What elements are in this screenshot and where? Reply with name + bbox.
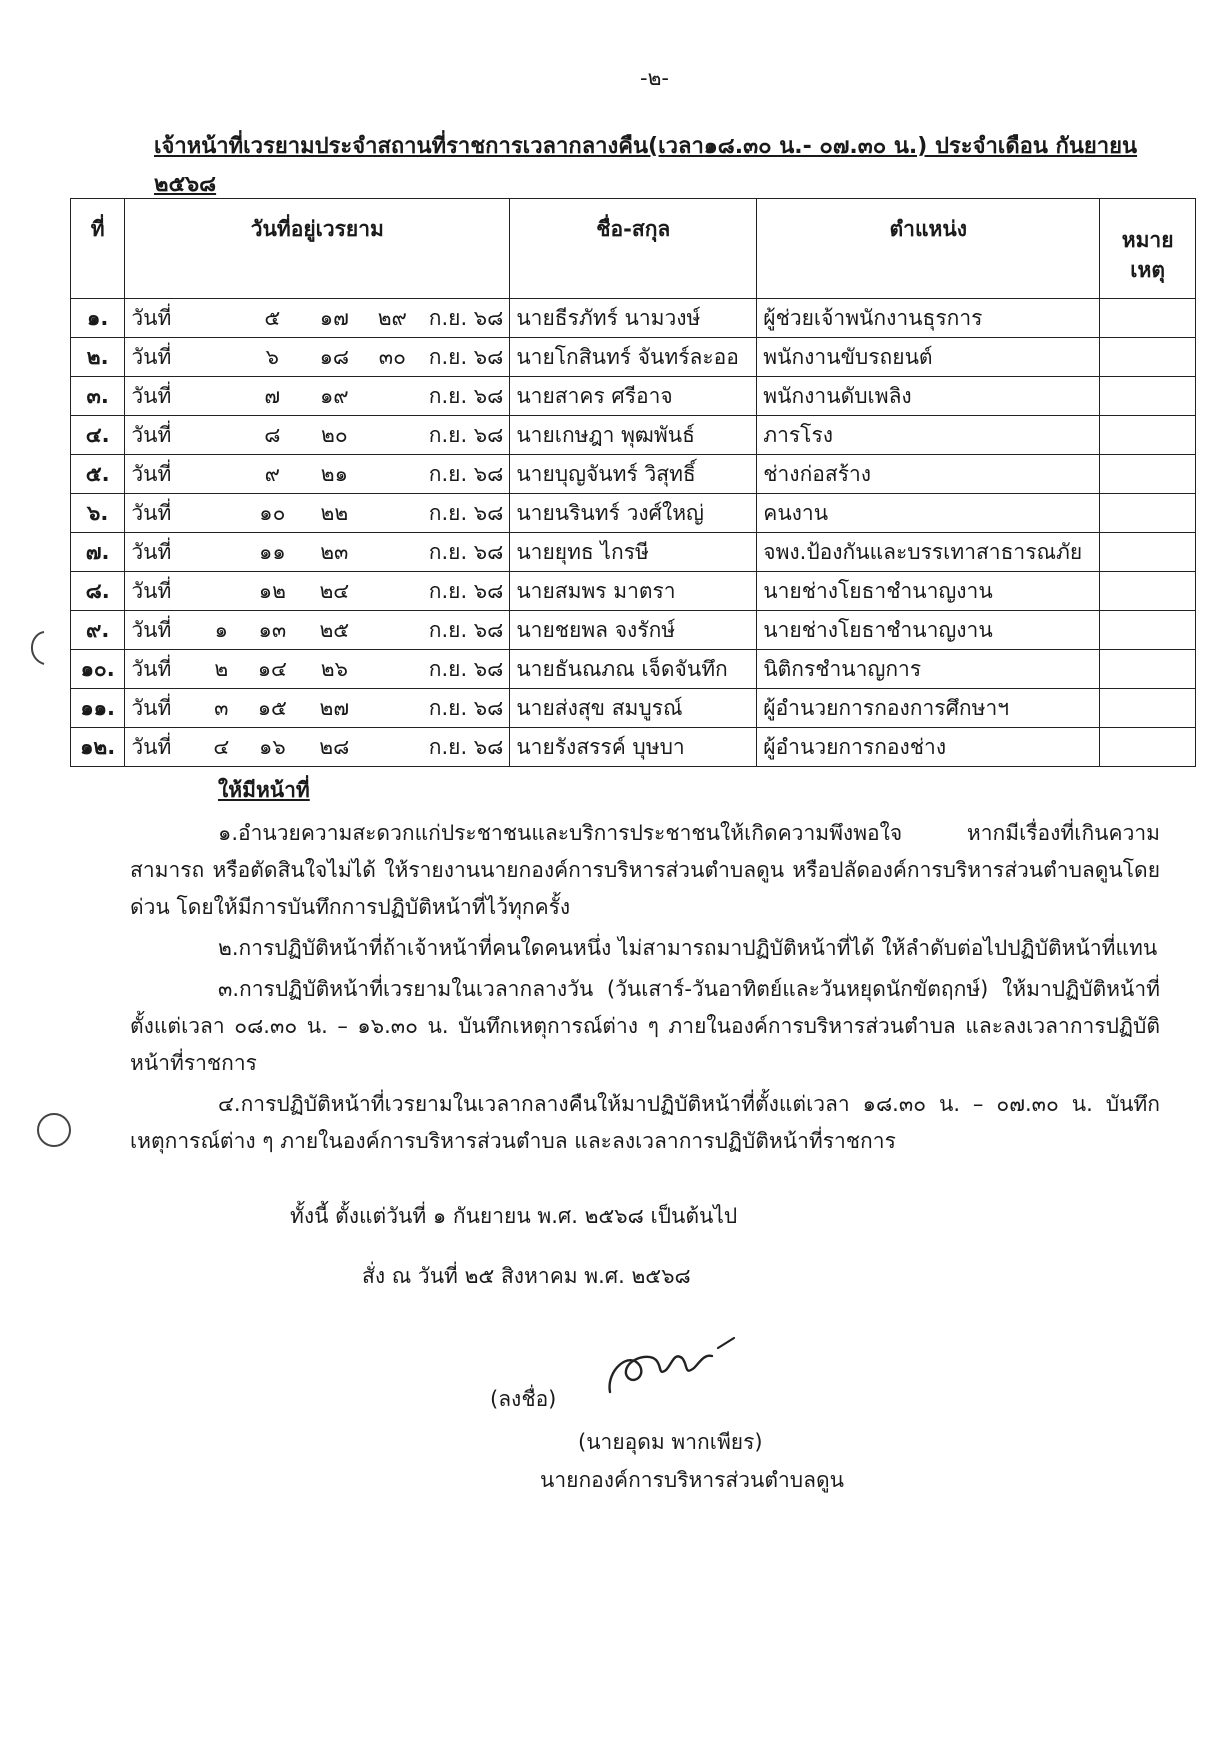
date-1: ๓ [214,695,229,720]
date-month: ก.ย. ๖๘ [428,734,504,759]
date-3: ๑๙ [319,383,349,408]
duty-dates-cell [125,416,510,455]
staff-name: นายสมพร มาตรา [510,572,757,611]
staff-name: นายโกสินทร์ จันทร์ละออ [510,338,757,377]
row-remark [1100,299,1196,338]
date-3: ๑๗ [319,305,349,330]
row-remark [1100,572,1196,611]
staff-position: จพง.ป้องกันและบรรเทาสาธารณภัย [757,533,1100,572]
date-1: ๒ [214,656,229,681]
duty-dates-cell [125,377,510,416]
row-number: ๗. [71,533,125,572]
duty-dates-cell [125,494,510,533]
staff-name: นายส่งสุข สมบูรณ์ [510,689,757,728]
duty-dates-cell [125,533,510,572]
date-1: ๔ [213,734,230,759]
date-3: ๒๗ [319,695,350,720]
date-month: ก.ย. ๖๘ [428,461,504,486]
date-2: ๑๕ [257,695,287,720]
date-word: วันที่ [131,500,172,525]
header-dates: วันที่อยู่เวรยาม [125,199,510,299]
table-row [71,494,1196,533]
header-remark [1100,199,1196,299]
date-word: วันที่ [131,656,172,681]
table-header-row [71,199,1196,299]
row-remark [1100,455,1196,494]
date-month: ก.ย. ๖๘ [428,344,504,369]
row-number: ๑๐. [71,650,125,689]
date-3: ๒๑ [320,461,348,486]
date-3: ๒๖ [320,656,348,681]
punch-hole-mark-lower [34,1110,74,1150]
row-remark [1100,416,1196,455]
staff-name: นายเกษฎา พุฒพันธ์ [510,416,757,455]
staff-name: นายธันณภณ เจ็ดจันทึก [510,650,757,689]
heading-text: เจ้าหน้าที่เวรยามประจำสถานที่ราชการเวลากลางคืน(เวลา๑๘.๓๐ น.- ๐๗.๓๐ น.) ประจำเดือน กันยายน ๒๕๖๘ [154,134,1138,197]
header-no: ที่ [71,199,125,299]
table-row [71,689,1196,728]
date-3: ๒๘ [319,734,350,759]
date-month: ก.ย. ๖๘ [428,422,504,447]
duty-dates-cell [125,572,510,611]
row-remark [1100,689,1196,728]
row-number: ๕. [71,455,125,494]
date-2: ๑๒ [258,578,286,603]
duty-dates-cell [125,299,510,338]
date-word: วันที่ [131,422,172,447]
row-remark [1100,533,1196,572]
row-remark [1100,494,1196,533]
staff-position: พนักงานดับเพลิง [757,377,1100,416]
duties-title: ให้มีหน้าที่ [218,778,310,802]
date-2: ๗ [264,383,281,408]
duty-item-1: ๑.อำนวยความสะดวกแก่ประชาชนและบริการประชาชนให้เกิดความพึงพอใจ หากมีเรื่องที่เกินความสามารถ หรือตัดสินใจไม่ได้ ให้รายงานนายกองค์การบริหารส่วนตำบลดูน หรือปลัดองค์การบริหารส่วนตำบลดูนโดยด่วน โดยให้มีการบันทึกการปฏิบัติหน้าที่ไว้ทุกครั้ง [130,821,1160,919]
duty-dates-cell [125,455,510,494]
row-remark [1100,650,1196,689]
staff-position: คนงาน [757,494,1100,533]
duty-dates-cell [125,650,510,689]
table-body [71,299,1196,767]
table-row [71,533,1196,572]
date-month: ก.ย. ๖๘ [428,500,504,525]
duty-item-2: ๒.การปฏิบัติหน้าที่ถ้าเจ้าหน้าที่คนใดคนหนึ่ง ไม่สามารถมาปฏิบัติหน้าที่ได้ ให้ลำดับต่อไปปฏิบัติหน้าที่แทน [218,936,1158,960]
date-month: ก.ย. ๖๘ [428,617,504,642]
row-remark [1100,611,1196,650]
duty-dates-cell [125,611,510,650]
row-remark [1100,338,1196,377]
date-month: ก.ย. ๖๘ [428,695,504,720]
staff-position: ผู้อำนวยการกองช่าง [757,728,1100,767]
staff-position: นิติกรชำนาญการ [757,650,1100,689]
table-row [71,338,1196,377]
date-3: ๒๓ [320,539,349,564]
date-1: ๑ [214,617,228,642]
date-month: ก.ย. ๖๘ [428,578,504,603]
row-remark [1100,377,1196,416]
duty-item-3: ๓.การปฏิบัติหน้าที่เวรยามในเวลากลางวัน (วันเสาร์-วันอาทิตย์และวันหยุดนักขัตฤกษ์) ให้มาปฏิบัติหน้าที่ตั้งแต่เวลา ๐๘.๓๐ น. – ๑๖.๓๐ น. บันทึกเหตุการณ์ต่าง ๆ ภายในองค์การบริหารส่วนตำบล และลงเวลาการปฏิบัติหน้าที่ราชการ [130,977,1160,1075]
date-3: ๒๔ [319,578,350,603]
date-2: ๕ [264,305,281,330]
date-word: วันที่ [131,578,172,603]
date-3: ๒๐ [320,422,348,447]
staff-name: นายบุญจันทร์ วิสุทธิ์ [510,455,757,494]
date-month: ก.ย. ๖๘ [428,656,504,681]
row-number: ๑๒. [71,728,125,767]
table-row [71,377,1196,416]
staff-name: นายยุทธ ไกรษี [510,533,757,572]
staff-name: นายชยพล จงรักษ์ [510,611,757,650]
staff-position: นายช่างโยธาชำนาญงาน [757,572,1100,611]
row-number: ๙. [71,611,125,650]
table-row [71,572,1196,611]
date-word: วันที่ [131,539,172,564]
duty-dates-cell [125,728,510,767]
duty-dates-cell [125,338,510,377]
table-row [71,650,1196,689]
table-row [71,728,1196,767]
date-4: ๒๙ [377,305,407,330]
row-number: ๓. [71,377,125,416]
date-2: ๑๐ [259,500,286,525]
duty-dates-cell [125,689,510,728]
date-2: ๘ [264,422,281,447]
date-3: ๒๒ [320,500,349,525]
staff-name: นายนรินทร์ วงศ์ใหญ่ [510,494,757,533]
signatory-name: (นายอุดม พากเพียร) [578,1430,763,1454]
header-position: ตำแหน่ง [757,199,1100,299]
date-2: ๙ [264,461,281,486]
row-number: ๔. [71,416,125,455]
document-heading [154,128,1164,204]
date-month: ก.ย. ๖๘ [428,305,504,330]
date-word: วันที่ [131,695,172,720]
date-2: ๑๖ [258,734,286,759]
row-number: ๒. [71,338,125,377]
date-word: วันที่ [131,305,172,330]
date-word: วันที่ [131,383,172,408]
duty-item-4: ๔.การปฏิบัติหน้าที่เวรยามในเวลากลางคืนให้มาปฏิบัติหน้าที่ตั้งแต่เวลา ๑๘.๓๐ น. – ๐๗.๓๐ น. บันทึกเหตุการณ์ต่าง ๆ ภายในองค์การบริหารส่วนตำบล และลงเวลาการปฏิบัติหน้าที่ราชการ [130,1092,1160,1153]
duties-section [130,772,1160,1164]
header-remark-line2: เหตุ [1130,258,1165,282]
signed-label: (ลงชื่อ) [490,1387,557,1411]
date-word: วันที่ [131,734,172,759]
punch-hole-mark-upper [22,628,58,668]
staff-position: ช่างก่อสร้าง [757,455,1100,494]
header-name: ชื่อ-สกุล [510,199,757,299]
duty-roster-table [70,198,1196,767]
signatory-title: นายกองค์การบริหารส่วนตำบลดูน [540,1468,844,1492]
staff-name: นายธีรภัทร์ นามวงษ์ [510,299,757,338]
row-number: ๑. [71,299,125,338]
handwritten-signature [600,1330,740,1410]
table-row [71,611,1196,650]
staff-position: พนักงานขับรถยนต์ [757,338,1100,377]
staff-position: ภารโรง [757,416,1100,455]
table-row [71,455,1196,494]
staff-name: นายสาคร ศรีอาจ [510,377,757,416]
date-word: วันที่ [131,344,172,369]
date-2: ๑๑ [258,539,286,564]
date-month: ก.ย. ๖๘ [428,383,504,408]
effective-date: ทั้งนี้ ตั้งแต่วันที่ ๑ กันยายน พ.ศ. ๒๕๖๘ เป็นต้นไป [290,1204,738,1228]
date-word: วันที่ [131,617,172,642]
header-remark-line1: หมาย [1121,228,1174,252]
staff-name: นายรังสรรค์ บุษบา [510,728,757,767]
staff-position: ผู้ช่วยเจ้าพนักงานธุรการ [757,299,1100,338]
staff-position: นายช่างโยธาชำนาญงาน [757,611,1100,650]
page-number: -๒- [640,66,669,90]
date-2: ๖ [265,344,279,369]
order-date: สั่ง ณ วันที่ ๒๕ สิงหาคม พ.ศ. ๒๕๖๘ [362,1264,691,1288]
row-number: ๖. [71,494,125,533]
table-row [71,416,1196,455]
staff-position: ผู้อำนวยการกองการศึกษาฯ [757,689,1100,728]
date-2: ๑๔ [257,656,287,681]
date-3: ๒๕ [319,617,350,642]
date-3: ๑๘ [319,344,350,369]
row-number: ๘. [71,572,125,611]
date-month: ก.ย. ๖๘ [428,539,504,564]
row-number: ๑๑. [71,689,125,728]
table-row [71,299,1196,338]
date-word: วันที่ [131,461,172,486]
date-4: ๓๐ [378,344,406,369]
row-remark [1100,728,1196,767]
date-2: ๑๓ [258,617,287,642]
